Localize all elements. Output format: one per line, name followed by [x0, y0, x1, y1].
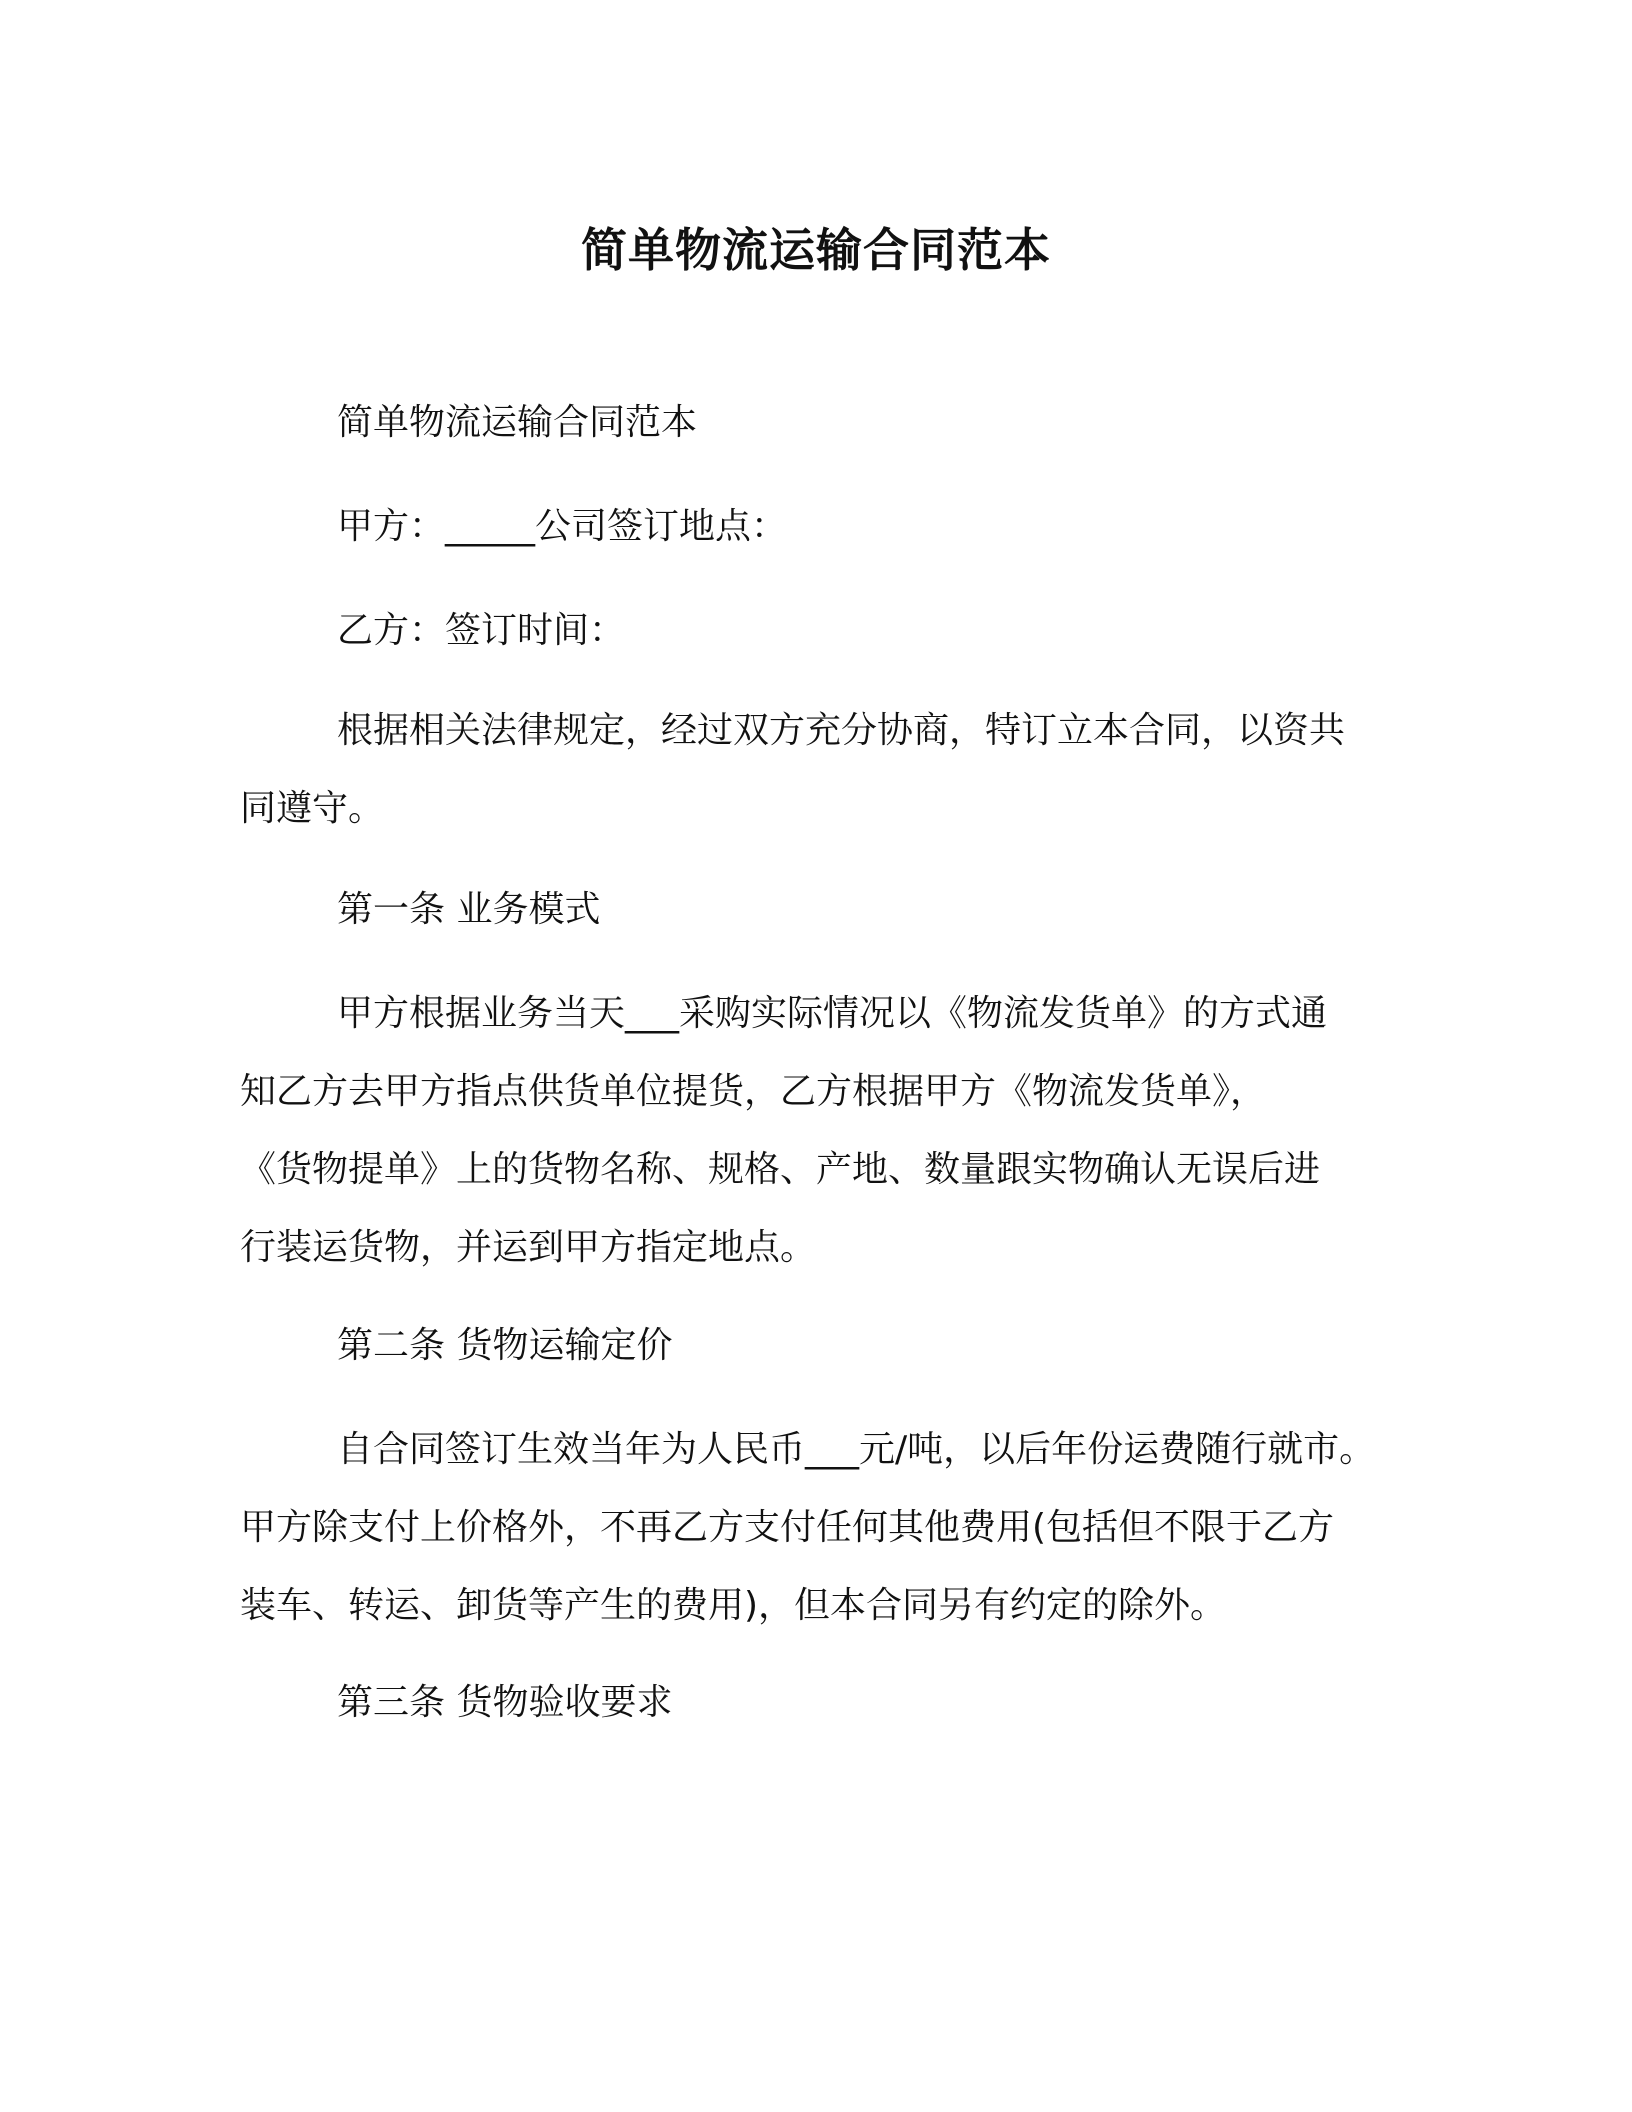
article-1-line: 行装运货物，并运到甲方指定地点。 [240, 1227, 817, 1268]
article-2-line: 甲方除支付上价格外，不再乙方支付任何其他费用(包括但不限于乙方 [240, 1507, 1335, 1548]
article-1-line: 《货物提单》上的货物名称、规格、产地、数量跟实物确认无误后进 [240, 1149, 1321, 1190]
article-1-body [240, 975, 1400, 1287]
party-b-line: 乙方：签订时间： [337, 610, 626, 651]
article-3-heading: 第三条 货物验收要求 [337, 1682, 673, 1723]
document-subtitle: 简单物流运输合同范本 [337, 402, 698, 443]
article-2-line: 装车、转运、卸货等产生的费用)，但本合同另有约定的除外。 [240, 1585, 1227, 1626]
intro-paragraph [240, 692, 1400, 848]
article-2-line: 自合同签订生效当年为人民币___元/吨，以后年份运费随行就市。 [337, 1429, 1376, 1470]
article-1-line: 知乙方去甲方指点供货单位提货，乙方根据甲方《物流发货单》， [240, 1071, 1267, 1112]
intro-line: 根据相关法律规定，经过双方充分协商，特订立本合同，以资共 [337, 710, 1346, 751]
article-2-body [240, 1411, 1400, 1645]
article-2-heading: 第二条 货物运输定价 [337, 1325, 673, 1366]
document-title: 简单物流运输合同范本 [581, 223, 1051, 277]
article-1-heading: 第一条 业务模式 [337, 889, 601, 930]
article-1-line: 甲方根据业务当天___采购实际情况以《物流发货单》的方式通 [337, 993, 1328, 1034]
intro-line: 同遵守。 [240, 788, 385, 829]
party-a-line: 甲方：_____公司签订地点： [337, 506, 788, 547]
